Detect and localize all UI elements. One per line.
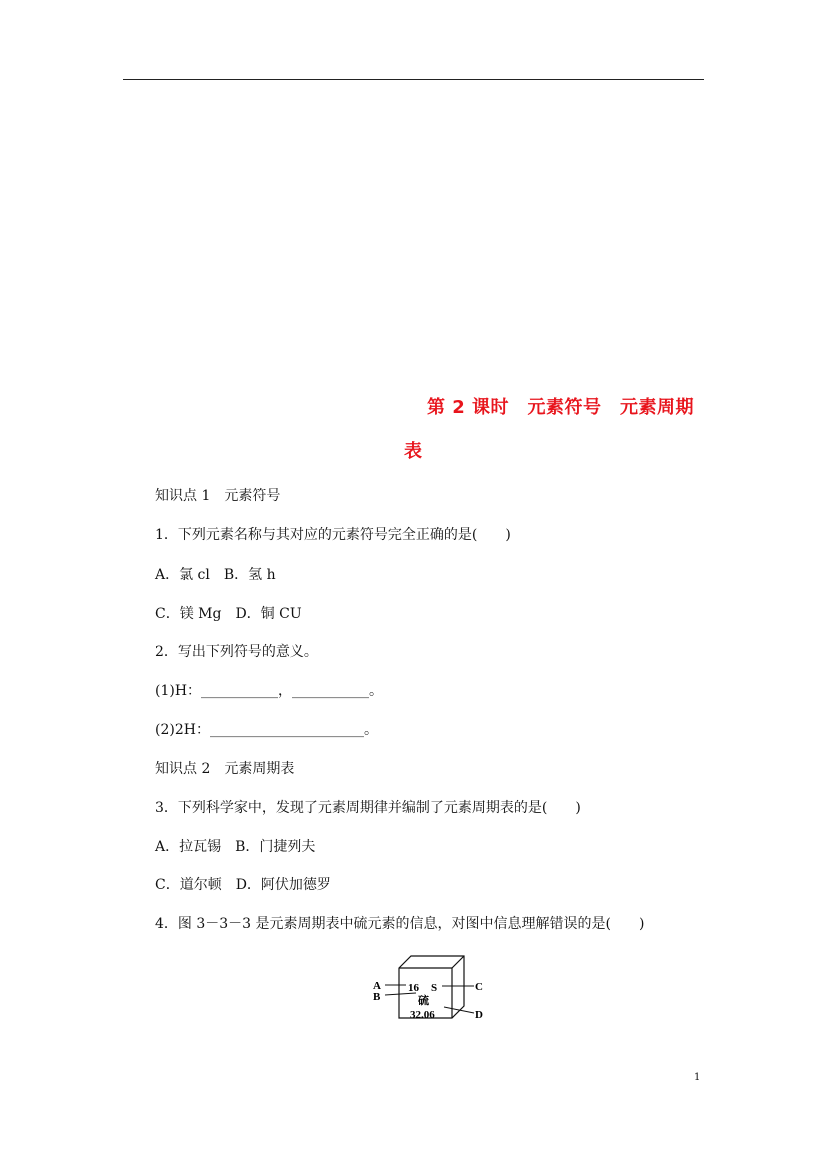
- question-1-stem: 1．下列元素名称与其对应的元素符号完全正确的是( ): [155, 527, 511, 543]
- question-1-options-ab: A．氯 cl B．氢 h: [155, 567, 276, 583]
- element-name: 硫: [418, 995, 429, 1007]
- question-3-options-ab: A．拉瓦锡 B．门捷列夫: [155, 839, 316, 855]
- section-heading-2: 知识点 2 元素周期表: [155, 761, 295, 777]
- question-2-part-1: (1)H：___________，___________。: [155, 683, 384, 699]
- element-symbol: S: [431, 982, 438, 994]
- label-d: D: [475, 1009, 483, 1021]
- page-number: 1: [694, 1072, 701, 1083]
- question-4-stem: 4．图 3－3－3 是元素周期表中硫元素的信息，对图中信息理解错误的是( ): [155, 916, 645, 932]
- question-2-stem: 2．写出下列符号的意义。: [155, 644, 318, 660]
- lesson-title: 第 2 课时 元素符号 元素周期: [427, 397, 695, 418]
- header-rule: [123, 79, 704, 80]
- atomic-mass: 32.06: [410, 1009, 435, 1021]
- section-heading-1: 知识点 1 元素符号: [155, 488, 281, 504]
- label-c: C: [475, 981, 483, 993]
- question-2-part-2: (2)2H：______________________。: [155, 722, 378, 738]
- question-3-stem: 3．下列科学家中，发现了元素周期律并编制了元素周期表的是( ): [155, 800, 581, 816]
- label-b: B: [373, 991, 381, 1003]
- lesson-title-continued: 表: [404, 441, 422, 462]
- question-3-options-cd: C．道尔顿 D．阿伏加德罗: [155, 877, 331, 893]
- atomic-number: 16: [408, 982, 419, 994]
- sulfur-element-figure: [368, 955, 493, 1030]
- label-a: A: [373, 980, 381, 992]
- question-1-options-cd: C．镁 Mg D．铜 CU: [155, 606, 302, 622]
